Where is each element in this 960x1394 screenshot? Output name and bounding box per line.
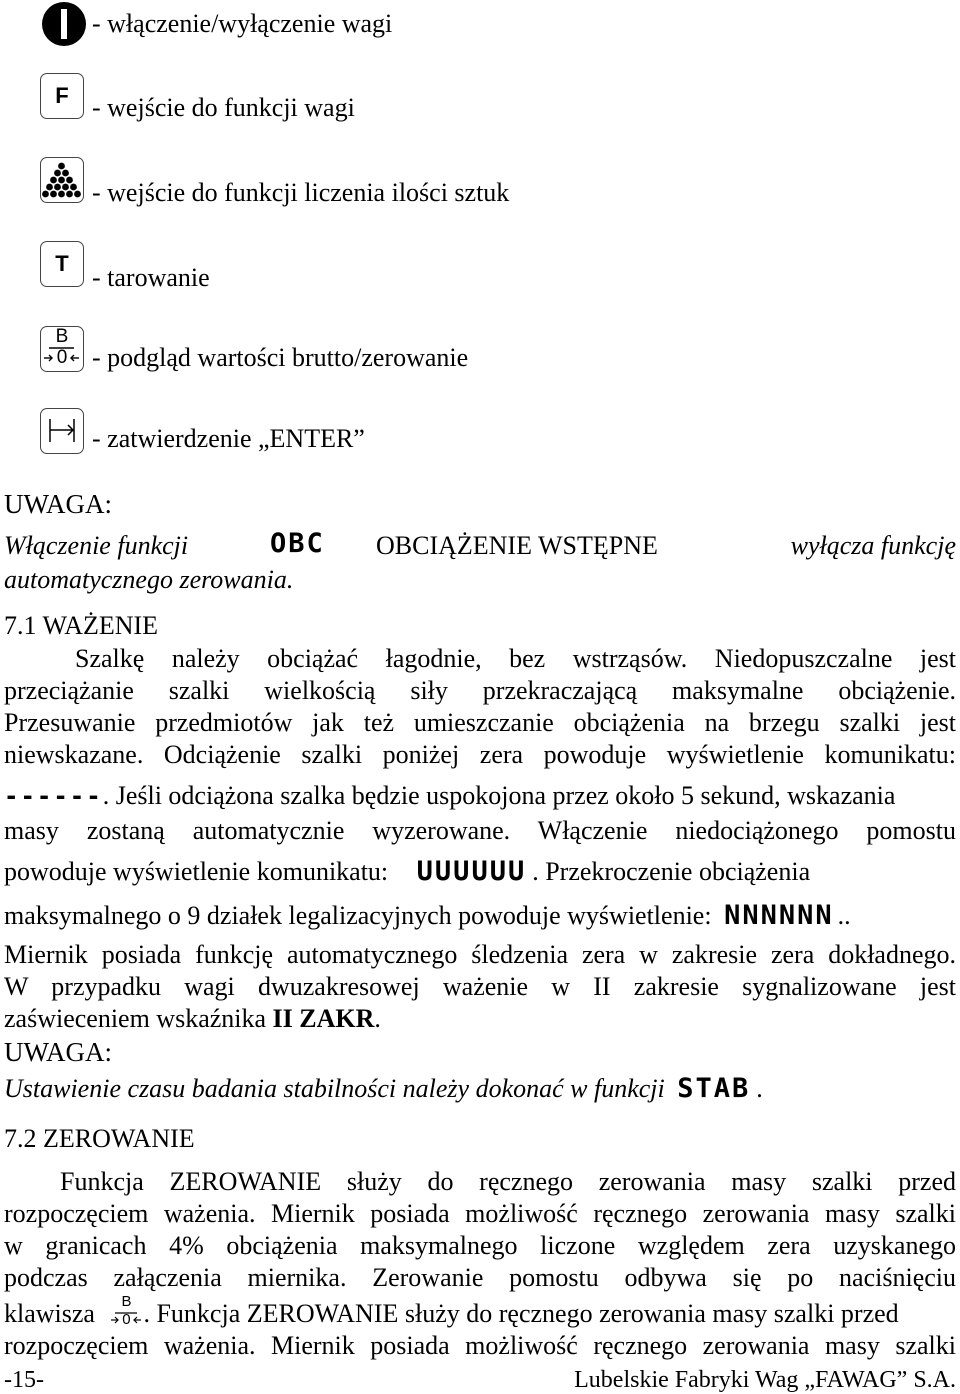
brutto-zero-key-desc: - podgląd wartości brutto/zerowanie [92,343,469,372]
function-key-icon: F [40,73,84,119]
section-71-line: Szalkę należy obciążać łagodnie, bez wstrząsów. Niedopuszczalne jest [75,644,956,673]
tare-key-icon: T [40,241,84,287]
underload-code: ------ [4,782,103,810]
note1-text-b: OBCIĄŻENIE WSTĘPNE [376,531,658,560]
section-71-line: zaświeceniem wskaźnika II ZAKR. [4,1004,381,1033]
brutto-zero-key-icon: B 0 [40,326,84,372]
unstable-code: UUUUUU [416,856,527,887]
function-key-desc: - wejście do funkcji wagi [92,93,355,122]
power-key-desc: - włączenie/wyłączenie wagi [92,9,393,38]
note1-text-a: Włączenie funkcji [4,531,189,560]
section-72-line: Funkcja ZEROWANIE służy do ręcznego zerowania masy szalki przed [60,1167,956,1196]
overload-code: NNNNNN [724,900,834,931]
counting-key-icon [40,157,84,203]
section-71-line: niewskazane. Odciążenie szalki poniżej zera powoduje wyświetlenie komunikatu: [4,740,956,769]
section-72-line: w granicach 4% obciążenia maksymalnego liczone względem zera uzyskanego [4,1231,956,1260]
note1-text-line2: automatycznego zerowania. [4,565,294,594]
section-71-title: 7.1 WAŻENIE [4,611,159,640]
tare-key-desc: - tarowanie [92,263,210,292]
enter-key-icon [40,408,84,454]
section-72-line: klawisza B 0 . Funkcja ZEROWANIE służy do ręcznego zerowania masy szalki przed [4,1293,899,1328]
note2-text: Ustawienie czasu badania stabilności należy dokonać w funkcji STAB . [4,1073,763,1104]
note1-code: OBC [270,528,325,559]
power-key-icon [42,2,86,46]
section-71-line: powoduje wyświetlenie komunikatu: UUUUUU . Przekroczenie obciążenia [4,856,811,887]
counting-key-desc: - wejście do funkcji liczenia ilości sztuk [92,178,510,207]
page-number: -15- [4,1367,44,1393]
note1-heading: UWAGA: [4,489,112,519]
section-72-line: rozpoczęciem ważenia. Miernik posiada możliwość ręcznego zerowania masy szalki [4,1331,956,1360]
enter-key-desc: - zatwierdzenie „ENTER” [92,424,365,453]
section-71-line: przeciążanie szalki wielkością siły przekraczającą maksymalne obciążenie. [4,676,956,705]
section-71-line: Miernik posiada funkcję automatycznego śledzenia zera w zakresie zera dokładnego. [4,940,956,969]
note2-heading: UWAGA: [4,1037,112,1067]
stab-code: STAB [677,1073,751,1104]
footer-company: Lubelskie Fabryki Wag „FAWAG” S.A. [574,1367,956,1393]
section-72-line: podczas załączenia miernika. Zerowanie pomostu odbywa się po naciśnięciu [4,1263,956,1292]
section-71-line: ------. Jeśli odciążona szalka będzie uspokojona przez około 5 sekund, wskazania [4,781,896,810]
section-71-line: masy zostaną automatycznie wyzerowane. Włączenie niedociążonego pomostu [4,816,956,845]
section-72-line: rozpoczęciem ważenia. Miernik posiada możliwość ręcznego zerowania masy szalki [4,1199,956,1228]
section-71-line: maksymalnego o 9 działek legalizacyjnych powoduje wyświetlenie: NNNNNN .. [4,900,851,931]
section-71-line: W przypadku wagi dwuzakresowej ważenie w II zakresie sygnalizowane jest [4,972,956,1001]
brutto-zero-key-inline-icon: B 0 [109,1298,143,1328]
section-71-line: Przesuwanie przedmiotów jak też umieszczanie obciążenia na brzegu szalki jest [4,708,956,737]
section-72-title: 7.2 ZEROWANIE [4,1124,195,1153]
note1-text-c: wyłącza funkcję [790,531,956,560]
